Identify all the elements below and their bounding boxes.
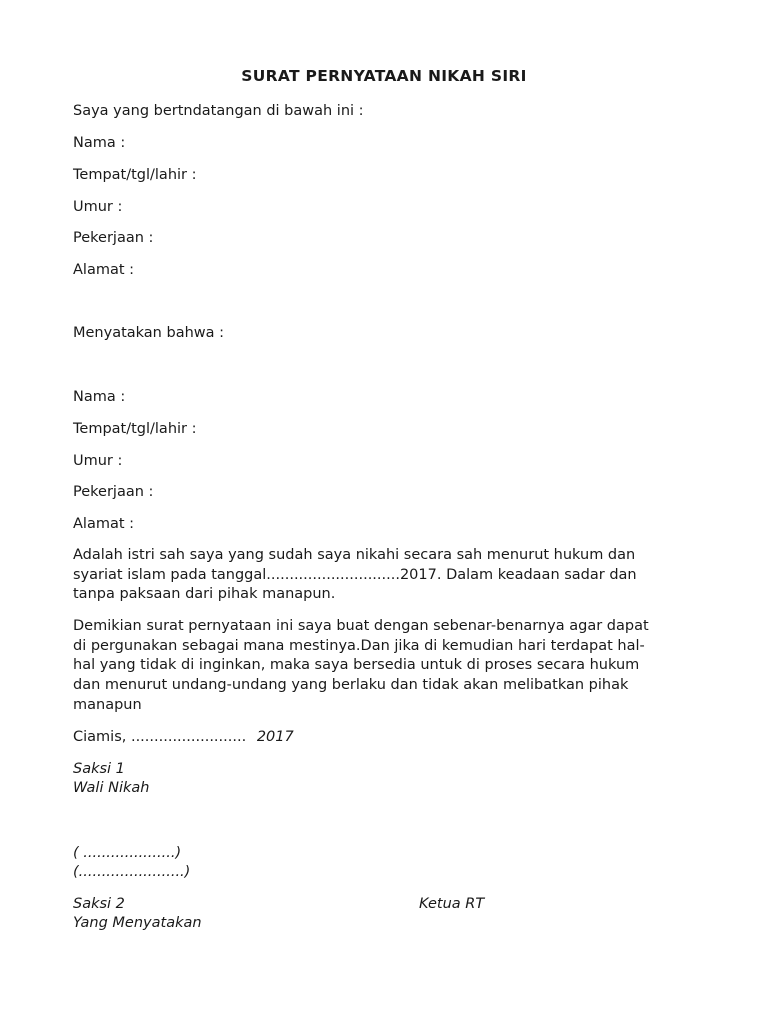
saksi1-label: Saksi 1 <box>73 761 125 777</box>
party2-alamat-field: Alamat : <box>73 516 135 532</box>
signature-blank-2: (.......................) <box>73 864 191 880</box>
paragraph2-line: hal yang tidak di inginkan, maka saya bersedia untuk di proses secara hukum <box>73 657 640 674</box>
year-text: 2017 <box>256 729 294 745</box>
paragraph2-line: manapun <box>73 696 142 713</box>
document-title: SURAT PERNYATAAN NIKAH SIRI <box>241 67 527 85</box>
paragraph1-line: tanpa paksaan dari pihak manapun. <box>73 586 336 603</box>
saksi2-label: Saksi 2 <box>73 896 125 912</box>
party2-ttl-field: Tempat/tgl/lahir : <box>73 421 197 437</box>
party1-alamat-field: Alamat : <box>73 262 135 278</box>
paragraph2-line: Demikian surat pernyataan ini saya buat dengan sebenar-benarnya agar dapat <box>73 618 649 634</box>
paragraph-closing-statement <box>73 617 713 716</box>
paragraph-marriage-statement <box>73 546 713 605</box>
party1-nama-field: Nama : <box>73 135 126 151</box>
yang-menyatakan-label: Yang Menyatakan <box>73 915 202 931</box>
place-text: Ciamis, ......................... <box>73 729 247 745</box>
paragraph2-line: di pergunakan sebagai mana mestinya.Dan jika di kemudian hari terdapat hal- <box>73 637 645 654</box>
party2-umur-field: Umur : <box>73 453 123 469</box>
party1-umur-field: Umur : <box>73 199 123 215</box>
wali-nikah-label: Wali Nikah <box>73 780 150 796</box>
paragraph2-line: dan menurut undang-undang yang berlaku dan tidak akan melibatkan pihak <box>73 677 629 694</box>
party1-ttl-field: Tempat/tgl/lahir : <box>73 167 197 183</box>
place-date-line <box>73 728 294 748</box>
ketua-rt-block <box>419 895 484 914</box>
ketua-rt-label: Ketua RT <box>419 896 485 912</box>
paragraph1-line: syariat islam pada tanggal.............................2017. Dalam keadaan sadar dan <box>73 566 637 583</box>
paragraph1-line: Adalah istri sah saya yang sudah saya nikahi secara sah menurut hukum dan <box>73 547 636 563</box>
party2-pekerjaan-field: Pekerjaan : <box>73 484 154 500</box>
witness2-block <box>73 895 202 933</box>
party2-nama-field: Nama : <box>73 389 126 405</box>
intro-text: Saya yang bertndatangan di bawah ini : <box>73 103 364 119</box>
witness1-block <box>73 760 149 798</box>
signature-blank-1: ( ....................) <box>73 845 182 861</box>
declares-text: Menyatakan bahwa : <box>73 325 225 341</box>
signature-blanks <box>73 844 190 882</box>
party1-pekerjaan-field: Pekerjaan : <box>73 230 154 246</box>
